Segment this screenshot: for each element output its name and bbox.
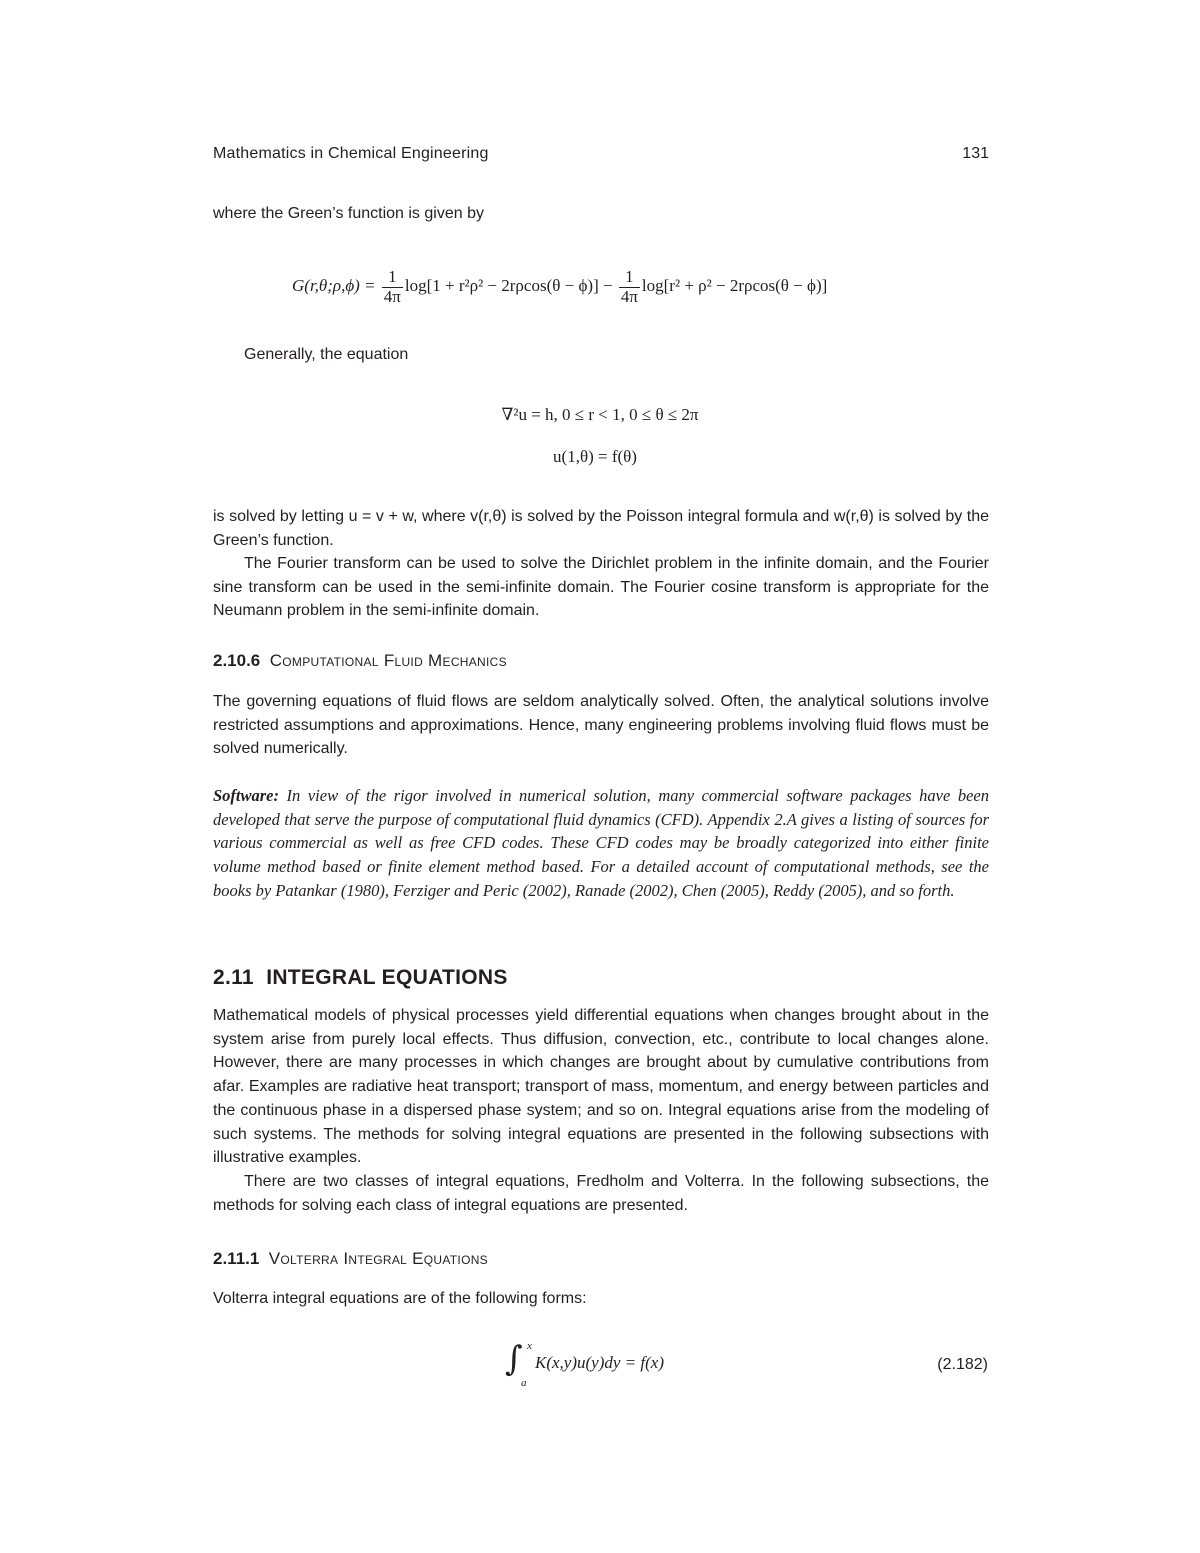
- section-number: 2.11: [213, 966, 254, 989]
- green-term-1: log[1 + r²ρ² − 2rρcos(θ − ϕ)] −: [404, 276, 613, 296]
- generally-text: Generally, the equation: [244, 346, 409, 363]
- solved-paragraph: is solved by letting u = v + w, where v(r,θ) is solved by the Poisson integral formula and w(r,θ) is solved by the Green’s function.: [213, 508, 989, 549]
- green-lhs: G(r,θ;ρ,ϕ) =: [292, 276, 376, 296]
- integral-paragraph-2: There are two classes of integral equations, Fredholm and Volterra. In the following subsections, the methods for solving each class of integral equations are presented.: [213, 1173, 989, 1214]
- subsection-number: 2.10.6: [213, 651, 261, 670]
- subsection-heading-cfd: [213, 651, 507, 671]
- page-number: 131: [962, 145, 989, 162]
- software-text: In view of the rigor involved in numerical solution, many commercial software packages have been developed that serve the purpose of computational fluid dynamics (CFD). Appendix 2.A gives a listing of sources for various commercial as well as free CFD codes. These CFD codes may be broadly categorized into either finite volume method based or finite element method based. For a detailed account of computational methods, see the books by Patankar (1980), Ferziger and Peric (2002), Ranade (2002), Chen (2005), Reddy (2005), and so forth.: [213, 786, 989, 900]
- integral-paragraph-1: Mathematical models of physical processes yield differential equations when changes brought about in the system arise from purely local effects. Thus diffusion, convection, etc., contribute to local changes alone. However, there are many processes in which changes are brought about by cumulative contributions from afar. Examples are radiative heat transport; transport of mass, momentum, and energy between particles and the continuous phase in a dispersed phase system; and so on. Integral equations arise from the modeling of such systems. The methods for solving integral equations are presented in the following subsections with illustrative examples.: [213, 1007, 989, 1167]
- volterra-body: K(x,y)u(y)dy = f(x): [535, 1353, 664, 1372]
- fraction-1: $\frac{1}{4\pi}$: [383, 267, 401, 306]
- volterra-equation: [505, 1340, 765, 1390]
- subsection-title: Computational Fluid Mechanics: [269, 651, 507, 670]
- subsection-title: Volterra Integral Equations: [268, 1249, 488, 1268]
- software-label: Software:: [213, 786, 279, 805]
- fraction-2: $\frac{1}{4\pi}$: [620, 267, 638, 306]
- upper-limit: x: [527, 1340, 532, 1352]
- poisson-equation-line-1: ∇²u = h, 0 ≤ r < 1, 0 ≤ θ ≤ 2π: [501, 405, 699, 424]
- equation-number: (2.182): [937, 1356, 988, 1373]
- poisson-equation-line-2: u(1,θ) = f(θ): [553, 447, 637, 466]
- integral-icon: ∫: [505, 1339, 523, 1379]
- software-note: [213, 784, 989, 903]
- section-heading-integral: [213, 966, 508, 990]
- subsection-heading-volterra: [213, 1249, 488, 1269]
- fourier-paragraph: The Fourier transform can be used to solve the Dirichlet problem in the infinite domain, and the Fourier sine transform can be used in the semi-infinite domain. The Fourier cosine transform is appropriate for the Neumann problem in the semi-infinite domain.: [213, 555, 989, 620]
- cfd-paragraph: The governing equations of fluid flows are seldom analytically solved. Often, the analytical solutions involve restricted assumptions and approximations. Hence, many engineering problems involving fluid flows must be solved numerically.: [213, 693, 989, 758]
- lower-limit: a: [521, 1377, 527, 1389]
- green-term-2: log[r² + ρ² − 2rρcos(θ − ϕ)]: [641, 276, 828, 296]
- volterra-paragraph: Volterra integral equations are of the following forms:: [213, 1290, 587, 1307]
- green-function-equation: [292, 268, 932, 306]
- page-header: [213, 145, 989, 169]
- green-intro-text: where the Green’s function is given by: [213, 205, 484, 222]
- section-title: INTEGRAL EQUATIONS: [266, 966, 508, 989]
- subsection-number: 2.11.1: [213, 1249, 260, 1268]
- running-title: Mathematics in Chemical Engineering: [213, 145, 489, 162]
